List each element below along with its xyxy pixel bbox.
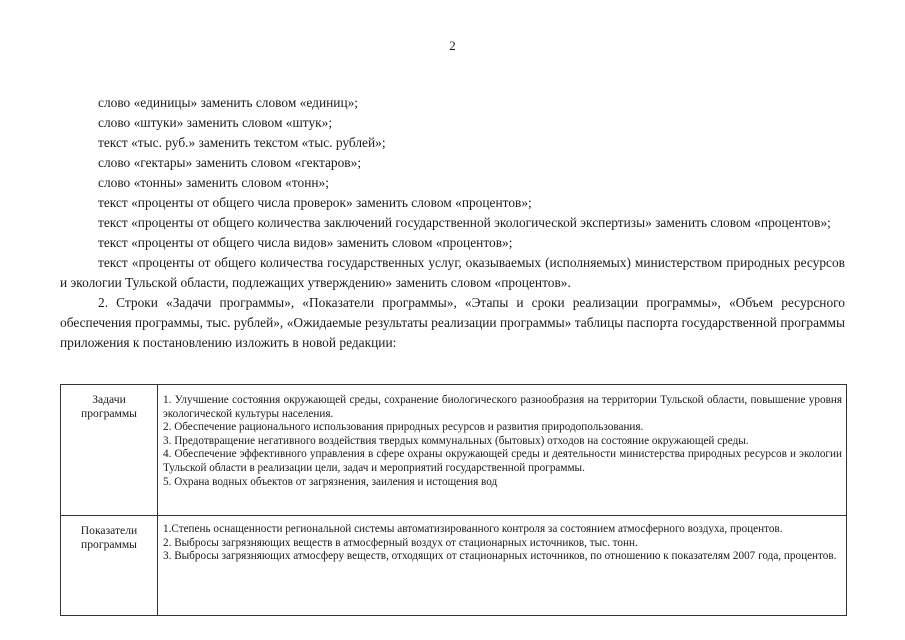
- indicators-item: 3. Выбросы загрязняющих атмосферу веществ, отходящих от стационарных источников, по отношению к показателям 2007 года, процентов.: [163, 550, 837, 563]
- indicators-content-cell: [158, 516, 847, 616]
- body-text: [60, 93, 845, 353]
- paragraph: слово «штуки» заменить словом «штук»;: [98, 115, 333, 130]
- indicators-label-cell: [61, 516, 158, 616]
- indicators-item: 2. Выбросы загрязняющих веществ в атмосферный воздух от стационарных источников, тыс. тонн.: [163, 536, 638, 549]
- tasks-label-line2: программы: [81, 406, 137, 420]
- paragraph: текст «проценты от общего количества заключений государственной экологической экспертизы» заменить словом «процентов»;: [98, 215, 831, 230]
- tasks-item: 4. Обеспечение эффективного управления в сфере охраны окружающей среды и деятельности министерства природных ресурсов и экологии Тульской области в реализации цели, задач и мероприятий государственной программы.: [163, 448, 842, 474]
- tasks-item: 2. Обеспечение рационального использования природных ресурсов и развития природопользования.: [163, 421, 644, 434]
- paragraph: слово «гектары» заменить словом «гектаров»;: [98, 155, 362, 170]
- tasks-item: 5. Охрана водных объектов от загрязнения, заиления и истощения вод: [163, 475, 498, 488]
- paragraph: текст «тыс. руб.» заменить текстом «тыс. рублей»;: [98, 135, 386, 150]
- tasks-item: 3. Предотвращение негативного воздействия твердых коммунальных (бытовых) отходов на состояние окружающей среды.: [163, 434, 749, 447]
- page-number: 2: [449, 38, 456, 53]
- paragraph: слово «тонны» заменить словом «тонн»;: [98, 175, 329, 190]
- tasks-item: 1. Улучшение состояния окружающей среды, сохранение биологического разнообразия на территории Тульской области, повышение уровня экологической культуры населения.: [163, 394, 842, 420]
- indicators-item: 1.Степень оснащенности региональной системы автоматизированного контроля за состоянием атмосферного воздуха, процентов.: [163, 523, 783, 535]
- tasks-label-line1: Задачи: [92, 393, 126, 406]
- paragraph: слово «единицы» заменить словом «единиц»;: [98, 95, 359, 110]
- indicators-label-line2: программы: [81, 537, 137, 551]
- passport-table: [60, 384, 847, 616]
- paragraph: 2. Строки «Задачи программы», «Показатели программы», «Этапы и сроки реализации программы», «Объем ресурсного обеспечения программы, тыс. рублей», «Ожидаемые результаты реализации программы» таблицы паспорта государственной программы приложения к постановлению изложить в новой редакции:: [60, 295, 845, 350]
- tasks-content-cell: [158, 385, 847, 516]
- indicators-label-line1: Показатели: [80, 524, 138, 537]
- tasks-label-cell: [61, 385, 158, 516]
- paragraph: текст «проценты от общего числа проверок» заменить словом «процентов»;: [98, 195, 532, 210]
- table-row-tasks: [61, 385, 847, 516]
- paragraph: текст «проценты от общего количества государственных услуг, оказываемых (исполняемых) министерством природных ресурсов и экологии Тульской области, подлежащих утверждению» заменить словом «процентов».: [60, 255, 845, 290]
- table-row-indicators: [61, 516, 847, 616]
- paragraph: текст «проценты от общего числа видов» заменить словом «процентов»;: [98, 235, 513, 250]
